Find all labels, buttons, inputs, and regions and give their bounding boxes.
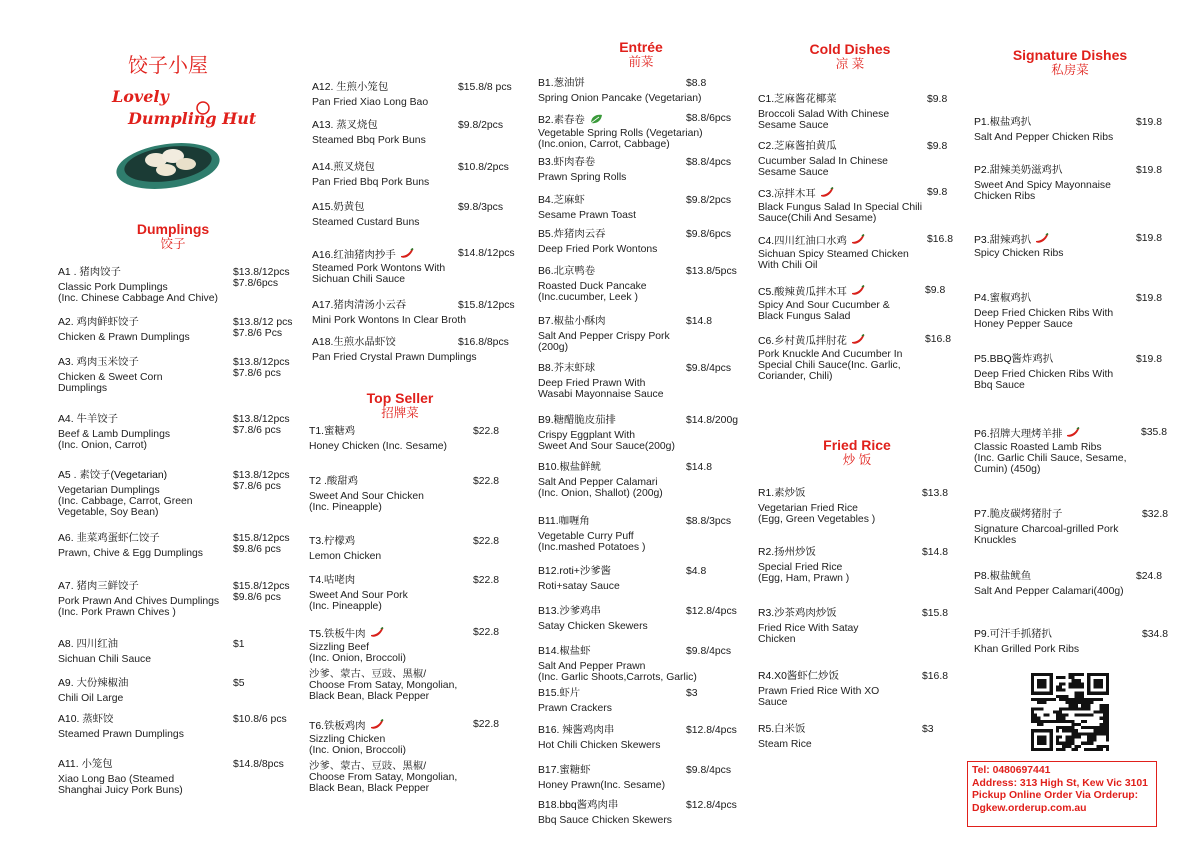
menu-item[interactable] (58, 267, 323, 304)
item-code: A6. 韭菜鸡蛋虾仁饺子 (58, 533, 160, 544)
item-price: $14.8 (922, 547, 949, 558)
item-code: A11. 小笼包 (58, 759, 113, 770)
menu-item[interactable] (58, 678, 323, 704)
menu-item[interactable] (758, 724, 1012, 750)
item-code: A4. 牛羊饺子 (58, 414, 119, 425)
item-code: B13.沙爹鸡串 (538, 606, 601, 617)
item-description: Mini Pork Wontons In Clear Broth (312, 315, 466, 326)
chili-pepper-icon (850, 234, 866, 246)
item-price: $1 (233, 639, 245, 650)
item-price: $13.8/12pcs $7.8/6pcs (233, 267, 290, 289)
logo-en-1: Lovely (112, 87, 169, 106)
item-description: Salt And Pepper Chicken Ribs (974, 132, 1114, 143)
item-price: $16.8 (922, 671, 949, 682)
section-title-en: Cold Dishes (809, 41, 891, 57)
item-description: Deep Fried Chicken Ribs With Bbq Sauce (974, 369, 1114, 391)
item-price: $19.8 (1136, 293, 1163, 304)
item-description: Sichuan Chili Sauce (58, 654, 151, 665)
item-code: C5.酸辣黄瓜拌木耳 (758, 287, 847, 298)
menu-item[interactable] (538, 688, 776, 714)
section-cold-dishes (795, 41, 905, 72)
item-description: Crispy Eggplant With Sweet And Sour Sauce(200g) (538, 430, 675, 452)
menu-item[interactable] (309, 536, 563, 562)
menu-item[interactable] (312, 202, 548, 228)
contact-pickup: Pickup Online Order Via Orderup: (972, 790, 1139, 801)
item-code: T5.铁板牛肉 (309, 629, 366, 640)
item-code: C6.乡村黄瓜拌肘花 (758, 336, 847, 347)
item-price: $12.8/4pcs (686, 800, 737, 811)
item-description: Classic Roasted Lamb Ribs (Inc. Garlic Chili Sauce, Sesame, Cumin) (450g) (974, 442, 1127, 475)
menu-item[interactable] (309, 719, 563, 794)
item-description: Chicken & Sweet Corn Dumplings (58, 372, 163, 394)
item-description: Sizzling Beef (Inc. Onion, Broccoli) (309, 642, 407, 664)
menu-item[interactable] (312, 120, 548, 146)
menu-item[interactable] (538, 725, 776, 751)
section-title-zh: 私房菜 (1051, 63, 1089, 77)
item-description: Honey Prawn(Inc. Sesame) (538, 780, 666, 791)
item-price: $16.8 (927, 234, 954, 245)
item-code: B4.芝麻虾 (538, 195, 585, 206)
item-description: Broccoli Salad With Chinese Sesame Sauce (758, 109, 890, 131)
item-code: T3.柠檬鸡 (309, 536, 356, 547)
item-description: Pan Fried Crystal Prawn Dumplings (312, 352, 477, 363)
chili-pepper-icon (850, 285, 866, 297)
item-price: $10.8/6 pcs (233, 714, 287, 725)
item-price: $9.8/2pcs (458, 120, 504, 131)
item-price: $22.8 (473, 627, 500, 638)
item-code: P8.椒盐鱿鱼 (974, 571, 1032, 582)
item-code: A16.红油猪肉抄手 (312, 250, 396, 261)
item-code: R4.X0酱虾仁炒饭 (758, 671, 839, 682)
menu-item[interactable] (309, 426, 563, 452)
item-price: $22.8 (473, 575, 500, 586)
item-code: B16. 辣酱鸡肉串 (538, 725, 615, 736)
item-price: $19.8 (1136, 354, 1163, 365)
item-price: $9.8 (925, 285, 946, 296)
section-title-zh: 饺子 (160, 237, 186, 251)
menu-item[interactable] (58, 759, 323, 796)
item-code: A7. 猪肉三鲜饺子 (58, 581, 139, 592)
menu-item[interactable] (538, 800, 776, 826)
item-description: Black Fungus Salad In Special Chili Sauce(Chili And Sesame) (758, 202, 923, 224)
item-description: Roasted Duck Pancake (Inc.cucumber, Leek ) (538, 281, 647, 303)
item-description: Lemon Chicken (309, 551, 382, 562)
item-code: P7.脆皮碳烤猪肘子 (974, 509, 1063, 520)
item-price: $15.8/8 pcs (458, 82, 512, 93)
item-description: Steam Rice (758, 739, 812, 750)
item-description: Bbq Sauce Chicken Skewers (538, 815, 672, 826)
item-price: $35.8 (1141, 427, 1168, 438)
item-price: $9.8/4pcs (686, 363, 732, 374)
menu-item[interactable] (538, 266, 776, 303)
section-title-en: Entrée (619, 39, 663, 55)
menu-item[interactable] (974, 427, 1200, 475)
item-code: P2.甜辣美奶滋鸡扒 (974, 165, 1063, 176)
item-description: Hot Chili Chicken Skewers (538, 740, 661, 751)
contact-tel[interactable]: Tel: 0480697441 (972, 765, 1051, 776)
menu-item[interactable] (58, 470, 323, 518)
item-code: B18.bbq酱鸡肉串 (538, 800, 619, 811)
item-code: B9.糖醋脆皮茄排 (538, 415, 616, 426)
item-price: $13.8/12pcs $7.8/6 pcs (233, 357, 290, 379)
item-price: $22.8 (473, 719, 500, 730)
item-price: $32.8 (1142, 509, 1169, 520)
menu-item[interactable] (974, 629, 1200, 655)
chili-pepper-icon (399, 248, 415, 260)
item-price: $14.8 (686, 316, 713, 327)
menu-item[interactable] (538, 113, 776, 150)
item-description: Pan Fried Bbq Pork Buns (312, 177, 430, 188)
item-code: A10. 蒸虾饺 (58, 714, 114, 725)
item-description: Sweet And Spicy Mayonnaise Chicken Ribs (974, 180, 1111, 202)
menu-item[interactable] (312, 337, 548, 363)
item-code: T2 .酸甜鸡 (309, 476, 359, 487)
item-code: A18.生煎水晶虾饺 (312, 337, 396, 348)
item-price: $9.8/4pcs (686, 646, 732, 657)
chili-pepper-icon (1034, 233, 1050, 245)
item-description: Salt And Pepper Calamari (Inc. Onion, Shallot) (200g) (538, 477, 663, 499)
item-code: B14.椒盐虾 (538, 646, 591, 657)
item-description: Salt And Pepper Crispy Pork (200g) (538, 331, 670, 353)
item-code: C2.芝麻酱拍黄瓜 (758, 141, 837, 152)
menu-item[interactable] (538, 195, 776, 221)
section-title-zh: 前菜 (628, 55, 654, 69)
contact-address: Address: 313 High St, Kew Vic 3101 (972, 777, 1148, 789)
section-top-seller (345, 390, 455, 421)
item-description: Chicken & Prawn Dumplings (58, 332, 190, 343)
item-price: $13.8 (922, 488, 949, 499)
section-title-zh: 招牌菜 (381, 406, 419, 420)
item-code: B6.北京鸭卷 (538, 266, 596, 277)
menu-item[interactable] (758, 671, 1012, 708)
item-description: Steamed Custard Buns (312, 217, 420, 228)
item-description: Steamed Bbq Pork Buns (312, 135, 426, 146)
item-description: Khan Grilled Pork Ribs (974, 644, 1080, 655)
item-code: B2.素春卷 (538, 115, 585, 126)
item-code: A17.猪肉清汤小云吞 (312, 300, 407, 311)
item-price: $22.8 (473, 426, 500, 437)
item-description: Special Fried Rice (Egg, Ham, Prawn ) (758, 562, 850, 584)
item-code: B7.椒盐小酥肉 (538, 316, 606, 327)
logo-graphic (108, 48, 258, 198)
item-description: Xiao Long Bao (Steamed Shanghai Juicy Pork Buns) (58, 774, 183, 796)
item-description: Steamed Prawn Dumplings (58, 729, 184, 740)
item-code: A13. 蒸叉烧包 (312, 120, 378, 131)
item-price: $22.8 (473, 536, 500, 547)
item-price: $15.8/12pcs $9.8/6 pcs (233, 581, 290, 603)
menu-item[interactable] (974, 509, 1200, 546)
item-description: Vegetarian Fried Rice (Egg, Green Vegetables ) (758, 503, 876, 525)
item-code: C4.四川红油口水鸡 (758, 236, 847, 247)
item-description: Prawn, Chive & Egg Dumplings (58, 548, 203, 559)
item-sauce-options: 沙爹、蒙古、豆豉、黑椒/ Choose From Satay, Mongolian, Black Bean, Black Pepper (309, 761, 458, 794)
menu-item[interactable] (309, 476, 563, 513)
item-price: $15.8/12pcs $9.8/6 pcs (233, 533, 290, 555)
item-code: A14.煎叉烧包 (312, 162, 375, 173)
menu-item[interactable] (974, 293, 1200, 330)
item-code: P4.蜜椒鸡扒 (974, 293, 1032, 304)
item-code: B11.咖喱角 (538, 516, 590, 527)
item-code: A5 . 素饺子(Vegetarian) (58, 470, 168, 481)
item-code: T4.咕咾肉 (309, 575, 356, 586)
restaurant-logo (108, 48, 258, 198)
chili-pepper-icon (1065, 427, 1081, 439)
item-description: Vegetable Curry Puff (Inc.mashed Potatoes ) (538, 531, 646, 553)
item-price: $15.8/12pcs (458, 300, 515, 311)
item-code: P5.BBQ酱炸鸡扒 (974, 354, 1054, 365)
item-price: $13.8/5pcs (686, 266, 737, 277)
item-code: A3. 鸡肉玉米饺子 (58, 357, 139, 368)
item-price: $24.8 (1136, 571, 1163, 582)
item-description: Beef & Lamb Dumplings (Inc. Onion, Carrot) (58, 429, 171, 451)
section-title-zh: 凉 菜 (835, 57, 865, 71)
menu-item[interactable] (974, 354, 1200, 391)
item-code: R5.白米饭 (758, 724, 806, 735)
menu-item[interactable] (538, 229, 776, 255)
menu-item[interactable] (312, 300, 548, 326)
menu-item[interactable] (312, 82, 548, 108)
section-fried-rice (802, 437, 912, 468)
item-description: Deep Fried Prawn With Wasabi Mayonnaise Sauce (538, 378, 664, 400)
item-price: $5 (233, 678, 245, 689)
item-price: $10.8/2pcs (458, 162, 509, 173)
item-price: $14.8 (686, 462, 713, 473)
item-price: $8.8/6pcs (686, 113, 732, 124)
menu-item[interactable] (58, 414, 323, 451)
item-description: Signature Charcoal-grilled Pork Knuckles (974, 524, 1119, 546)
menu-item[interactable] (538, 606, 776, 632)
item-price: $13.8/12 pcs $7.8/6 Pcs (233, 317, 293, 339)
section-signature-dishes (1000, 47, 1140, 78)
item-code: B8.芥末虾球 (538, 363, 596, 374)
item-description: Prawn Spring Rolls (538, 172, 627, 183)
menu-item[interactable] (312, 162, 548, 188)
item-code: A15.奶黄包 (312, 202, 365, 213)
menu-item[interactable] (58, 714, 323, 740)
menu-item[interactable] (538, 363, 776, 400)
item-description: Pork Prawn And Chives Dumplings (Inc. Pork Prawn Chives ) (58, 596, 220, 618)
item-price: $15.8 (922, 608, 949, 619)
item-description: Honey Chicken (Inc. Sesame) (309, 441, 448, 452)
menu-item[interactable] (538, 316, 776, 353)
chili-pepper-icon (819, 187, 835, 199)
item-description: Sesame Prawn Toast (538, 210, 636, 221)
item-code: A8. 四川红油 (58, 639, 119, 650)
item-code: C3.凉拌木耳 (758, 189, 816, 200)
contact-box (967, 761, 1157, 827)
section-title-en: Top Seller (366, 390, 434, 406)
item-price: $19.8 (1136, 117, 1163, 128)
section-title-en: Dumplings (136, 221, 210, 237)
item-code: B1.葱油饼 (538, 78, 585, 89)
qr-code-icon[interactable] (1031, 673, 1109, 751)
item-code: T1.蜜糖鸡 (309, 426, 356, 437)
menu-item[interactable] (312, 248, 548, 285)
item-price: $3 (686, 688, 698, 699)
item-code: A1 . 猪肉饺子 (58, 267, 121, 278)
item-code: B10.椒盐鲜鱿 (538, 462, 601, 473)
item-description: Cucumber Salad In Chinese Sesame Sauce (758, 156, 888, 178)
item-code: T6.铁板鸡肉 (309, 721, 366, 732)
menu-item[interactable] (974, 233, 1200, 259)
chili-pepper-icon (369, 627, 385, 639)
section-dumplings (118, 221, 228, 252)
item-price: $9.8/3pcs (458, 202, 504, 213)
item-price: $9.8 (927, 94, 948, 105)
item-price: $16.8 (925, 334, 952, 345)
item-code: A9. 大份辣椒油 (58, 678, 129, 689)
item-code: A2. 鸡肉鲜虾饺子 (58, 317, 139, 328)
section-title-zh: 炒 饭 (842, 453, 872, 467)
item-description: Pan Fried Xiao Long Bao (312, 97, 429, 108)
item-description: Roti+satay Sauce (538, 581, 620, 592)
item-description: Spicy And Sour Cucumber & Black Fungus Salad (758, 300, 890, 322)
item-description: Chili Oil Large (58, 693, 124, 704)
item-description: Deep Fried Chicken Ribs With Honey Pepper Sauce (974, 308, 1114, 330)
item-price: $14.8/12pcs (458, 248, 515, 259)
menu-item[interactable] (309, 627, 563, 702)
item-code: P6.招牌大理烤羊排 (974, 429, 1063, 440)
item-description: Salt And Pepper Prawn (Inc. Garlic Shoots,Carrots, Garlic) (538, 661, 697, 683)
menu-item[interactable] (974, 117, 1200, 143)
menu-item[interactable] (58, 639, 323, 665)
item-description: Salt And Pepper Calamari(400g) (974, 586, 1124, 597)
item-description: Vegetable Spring Rolls (Vegetarian) (Inc.onion, Carrot, Cabbage) (538, 128, 703, 150)
menu-item[interactable] (58, 317, 323, 343)
item-price: $14.8/8pcs (233, 759, 284, 770)
item-description: Steamed Pork Wontons With Sichuan Chili Sauce (312, 263, 446, 285)
item-price: $8.8 (686, 78, 707, 89)
item-price: $9.8 (927, 187, 948, 198)
menu-item[interactable] (538, 516, 776, 553)
menu-item[interactable] (974, 571, 1200, 597)
item-price: $22.8 (473, 476, 500, 487)
logo-zh-text: 饺子小屋 (128, 53, 208, 77)
item-code: P9.可汗手抓猪扒 (974, 629, 1052, 640)
menu-item[interactable] (538, 157, 776, 183)
item-description: Classic Pork Dumplings (Inc. Chinese Cabbage And Chive) (58, 282, 218, 304)
menu-item[interactable] (538, 415, 776, 452)
item-code: A12. 生煎小笼包 (312, 82, 389, 93)
item-code: P1.椒盐鸡扒 (974, 117, 1032, 128)
contact-url[interactable]: Dgkew.orderup.com.au (972, 802, 1087, 814)
menu-item[interactable] (58, 357, 323, 394)
logo-en-2: Dumpling Hut (128, 109, 257, 128)
item-description: Vegetarian Dumplings (Inc. Cabbage, Carrot, Green Vegetable, Soy Bean) (58, 485, 193, 518)
menu-item[interactable] (538, 566, 776, 592)
item-code: B15.虾片 (538, 688, 581, 699)
menu-item[interactable] (538, 765, 776, 791)
section-entree (586, 39, 696, 70)
menu-item[interactable] (58, 581, 323, 618)
item-code: B17.蜜糖虾 (538, 765, 591, 776)
item-description: Sweet And Sour Chicken (Inc. Pineapple) (309, 491, 424, 513)
item-price: $16.8/8pcs (458, 337, 509, 348)
item-description: Sichuan Spicy Steamed Chicken With Chili Oil (758, 249, 909, 271)
item-code: B12.roti+沙爹酱 (538, 566, 612, 577)
item-description: Pork Knuckle And Cucumber In Special Chili Sauce(Inc. Garlic, Coriander, Chili) (758, 349, 903, 382)
menu-item[interactable] (309, 575, 563, 612)
item-description: Satay Chicken Skewers (538, 621, 648, 632)
menu-item[interactable] (58, 533, 323, 559)
item-code: P3.甜辣鸡扒 (974, 235, 1032, 246)
item-code: R3.沙茶鸡肉炒饭 (758, 608, 837, 619)
item-price: $13.8/12pcs $7.8/6 pcs (233, 414, 290, 436)
item-sauce-options: 沙爹、蒙古、豆豉、黑椒/ Choose From Satay, Mongolian, Black Bean, Black Pepper (309, 669, 458, 702)
item-price: $9.8/6pcs (686, 229, 732, 240)
item-code: B3.虾肉春卷 (538, 157, 596, 168)
item-price: $14.8/200g (686, 415, 739, 426)
item-price: $19.8 (1136, 165, 1163, 176)
item-description: Sweet And Sour Pork (Inc. Pineapple) (309, 590, 408, 612)
item-price: $9.8/4pcs (686, 765, 732, 776)
item-price: $8.8/3pcs (686, 516, 732, 527)
item-description: Deep Fried Pork Wontons (538, 244, 658, 255)
item-price: $4.8 (686, 566, 707, 577)
item-price: $34.8 (1142, 629, 1169, 640)
chili-pepper-icon (369, 719, 385, 731)
chili-pepper-icon (850, 334, 866, 346)
item-price: $9.8 (927, 141, 948, 152)
item-code: R2.扬州炒饭 (758, 547, 816, 558)
item-description: Spring Onion Pancake (Vegetarian) (538, 93, 702, 104)
section-title-en: Fried Rice (823, 437, 891, 453)
menu-item[interactable] (538, 78, 776, 104)
item-code: R1.素炒饭 (758, 488, 806, 499)
item-description: Sizzling Chicken (Inc. Onion, Broccoli) (309, 734, 407, 756)
item-code: C1.芝麻酱花椰菜 (758, 94, 837, 105)
menu-item[interactable] (538, 646, 776, 683)
item-price: $3 (922, 724, 934, 735)
leaf-icon (588, 113, 604, 125)
item-price: $8.8/4pcs (686, 157, 732, 168)
item-description: Spicy Chicken Ribs (974, 248, 1064, 259)
item-price: $19.8 (1136, 233, 1163, 244)
menu-item[interactable] (538, 462, 776, 499)
menu-item[interactable] (974, 165, 1200, 202)
section-title-en: Signature Dishes (1012, 47, 1128, 63)
item-description: Fried Rice With Satay Chicken (758, 623, 859, 645)
item-description: Prawn Crackers (538, 703, 612, 714)
item-price: $9.8/2pcs (686, 195, 732, 206)
item-price: $12.8/4pcs (686, 606, 737, 617)
item-price: $12.8/4pcs (686, 725, 737, 736)
item-description: Prawn Fried Rice With XO Sauce (758, 686, 880, 708)
item-code: B5.炸猪肉云吞 (538, 229, 606, 240)
item-price: $13.8/12pcs $7.8/6 pcs (233, 470, 290, 492)
